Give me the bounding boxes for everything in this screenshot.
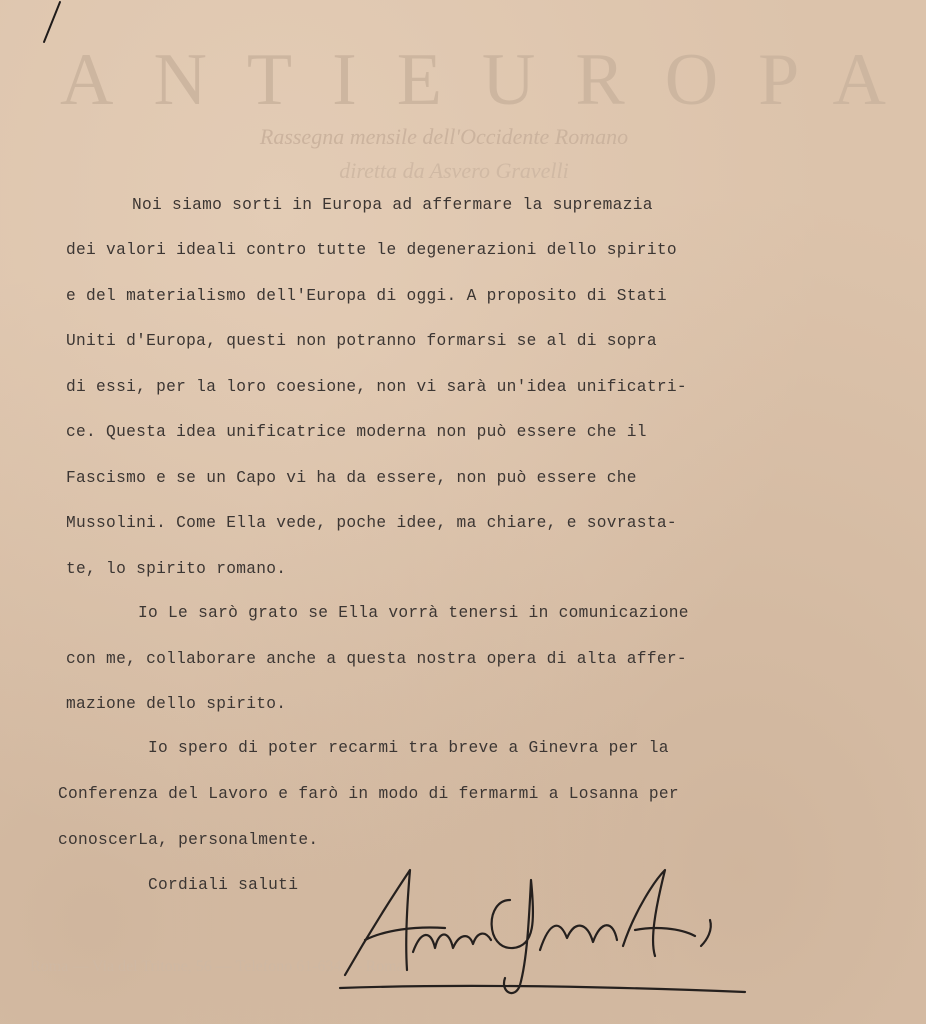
letter-line: Mussolini. Come Ella vede, poche idee, ma chiare, e sovrasta-	[66, 514, 677, 532]
letter-line: mazione dello spirito.	[66, 695, 287, 713]
letter-line: di essi, per la loro coesione, non vi sarà un'idea unificatri-	[66, 378, 687, 396]
letter-line: Io spero di poter recarmi tra breve a Ginevra per la	[148, 739, 669, 757]
letter-line: Fascismo e se un Capo vi ha da essere, non può essere che	[66, 469, 637, 487]
letter-line: con me, collaborare anche a questa nostra opera di alta affer-	[66, 650, 687, 668]
letterhead-subtitle: Rassegna mensile dell'Occidente Romano	[259, 124, 629, 149]
letter-line: te, lo spirito romano.	[66, 560, 287, 578]
letter-line: dei valori ideali contro tutte le degenerazioni dello spirito	[66, 241, 677, 259]
letter-line: Uniti d'Europa, questi non potranno formarsi se al di sopra	[66, 332, 657, 350]
letter-line: Conferenza del Lavoro e farò in modo di fermarmi a Losanna per	[58, 785, 679, 803]
letter-line: Noi siamo sorti in Europa ad affermare la supremazia	[132, 196, 653, 214]
letterhead-editor: diretta da Asvero Gravelli	[339, 158, 569, 183]
letterhead-title: ANTIEUROPA	[60, 39, 926, 121]
letter-line: conoscerLa, personalmente.	[58, 831, 319, 849]
letter-line: e del materialismo dell'Europa di oggi. A proposito di Stati	[66, 287, 667, 305]
letter-line: ce. Questa idea unificatrice moderna non può essere che il	[66, 423, 647, 441]
closing-salutation: Cordiali saluti	[148, 876, 299, 894]
handwritten-signature	[335, 860, 755, 1000]
letterhead-footer-address: Roma — Via del Tritone, 56 — Telefono 61-634 — Roma	[30, 958, 404, 975]
letter-line: Io Le sarò grato se Ella vorrà tenersi in comunicazione	[138, 604, 689, 622]
